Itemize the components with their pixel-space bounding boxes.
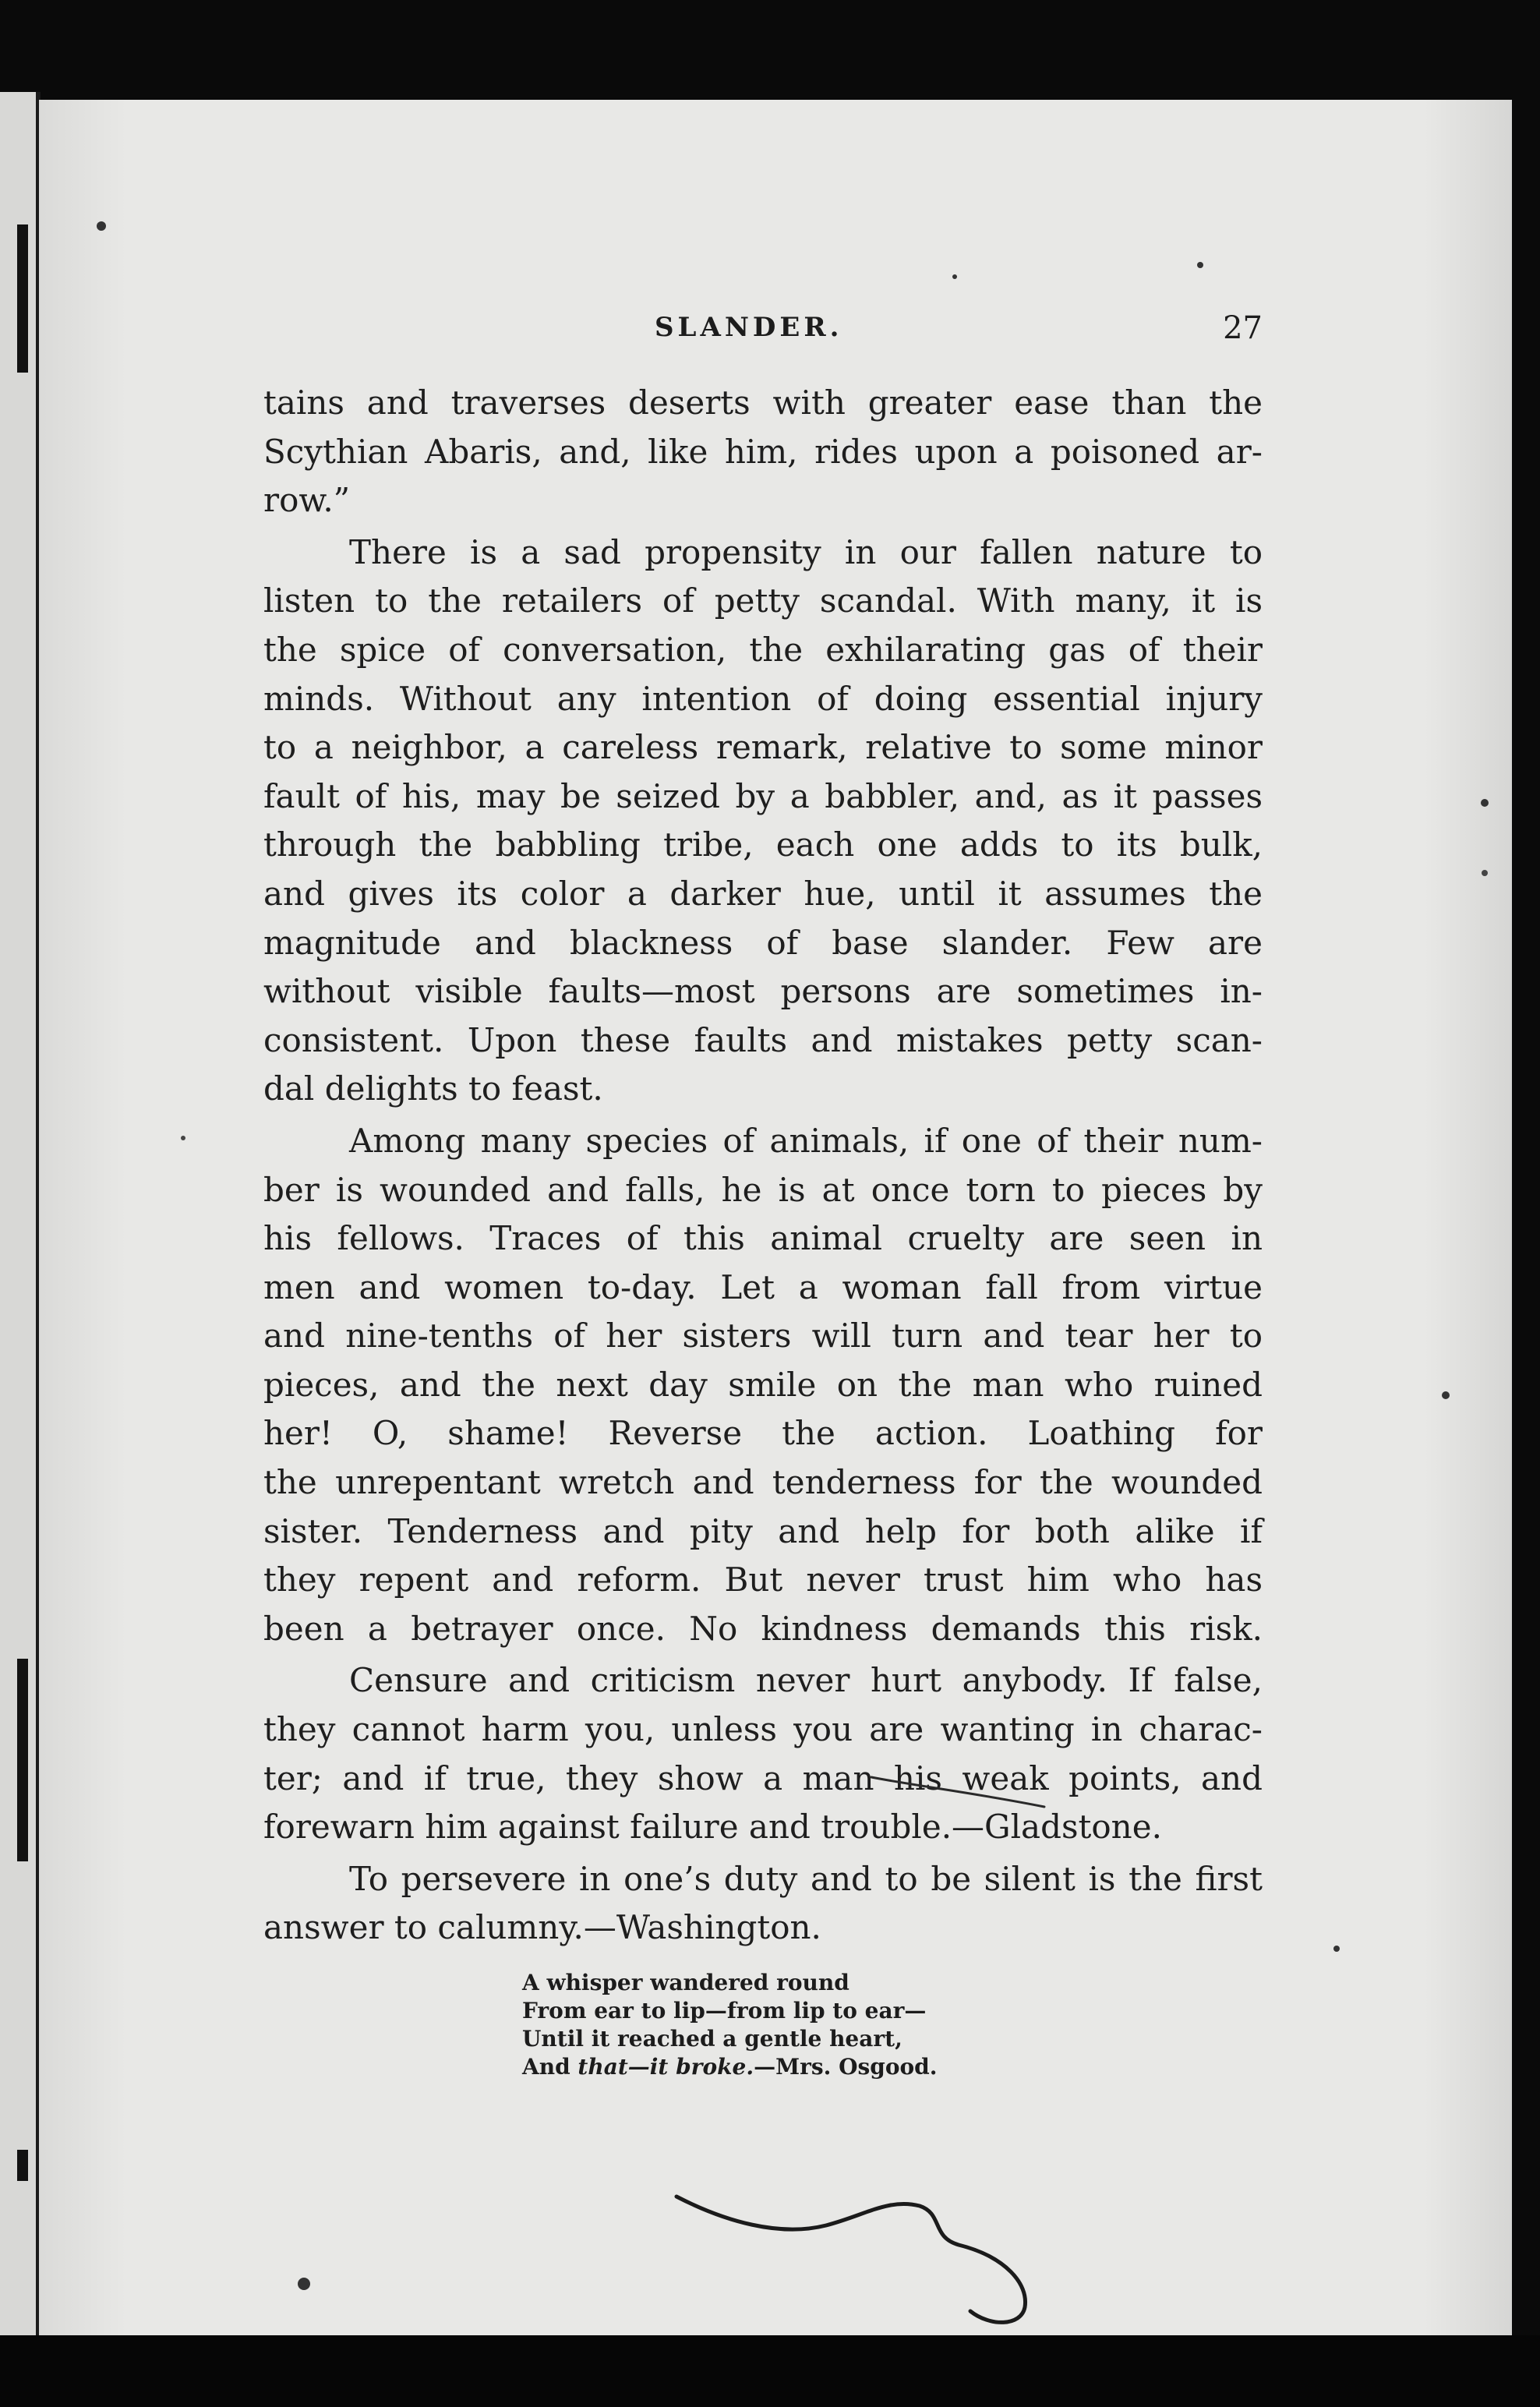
text-line: minds. Without any intention of doing essential injury <box>263 679 1263 718</box>
page-number: 27 <box>1223 310 1263 346</box>
dust-speck <box>952 274 957 279</box>
text-line: forewarn him against failure and trouble.—Gladstone. <box>263 1808 1162 1847</box>
verse-text: And <box>522 2054 578 2080</box>
dust-speck <box>1333 1946 1340 1952</box>
text-line: they cannot harm you, unless you are wanting in charac- <box>263 1710 1263 1749</box>
text-line: been a betrayer once. No kindness demands this risk. <box>263 1609 1263 1648</box>
text-line: row.” <box>263 481 351 520</box>
text-line: pieces, and the next day smile on the man who ruined <box>263 1365 1263 1404</box>
text-line: ter; and if true, they show a man his weak points, and <box>263 1758 1263 1797</box>
running-head: SLANDER. <box>655 312 843 343</box>
text-line: and gives its color a darker hue, until it assumes the <box>263 874 1263 913</box>
verse-line: A whisper wandered round <box>522 1970 849 1995</box>
text-line: and nine-tenths of her sisters will turn and tear her to <box>263 1317 1263 1355</box>
dust-speck <box>298 2278 310 2290</box>
text-line: the spice of conversation, the exhilarating gas of their <box>263 630 1263 669</box>
text-line: through the babbling tribe, each one adds to its bulk, <box>263 825 1263 864</box>
text-line: answer to calumny.—Washington. <box>263 1908 821 1947</box>
verse-line: From ear to lip—from lip to ear— <box>522 1998 927 2024</box>
text-line: consistent. Upon these faults and mistakes petty scan- <box>263 1020 1263 1059</box>
text-line: his fellows. Traces of this animal cruelty are seen in <box>263 1219 1263 1258</box>
text-line: Among many species of animals, if one of their num- <box>349 1121 1263 1160</box>
text-line: to a neighbor, a careless remark, relative to some minor <box>263 728 1263 767</box>
text-line: listen to the retailers of petty scandal. With many, it is <box>263 581 1263 620</box>
text-line: dal delights to feast. <box>263 1069 603 1108</box>
text-line: sister. Tenderness and pity and help for both alike if <box>263 1511 1263 1550</box>
verse-line: Until it reached a gentle heart, <box>522 2026 902 2052</box>
dust-speck <box>1197 262 1203 268</box>
dust-speck <box>1442 1391 1450 1399</box>
text-line: the unrepentant wretch and tenderness for the wounded <box>263 1463 1263 1502</box>
text-line: To persevere in one’s duty and to be silent is the first <box>349 1859 1263 1898</box>
dust-speck <box>181 1136 185 1140</box>
text-line: without visible faults—most persons are sometimes in- <box>263 972 1263 1011</box>
text-line: her! O, shame! Reverse the action. Loathing for <box>263 1414 1263 1453</box>
dust-speck <box>97 221 106 231</box>
pen-underline <box>871 1777 1044 1807</box>
verse-attribution: —Mrs. Osgood. <box>754 2054 938 2080</box>
dust-speck <box>1481 799 1489 807</box>
text-line: magnitude and blackness of base slander. Few are <box>263 923 1263 962</box>
text-line: tains and traverses deserts with greater ease than the <box>263 383 1263 422</box>
text-line: Censure and criticism never hurt anybody. If false, <box>349 1661 1263 1700</box>
dust-speck <box>1482 870 1488 876</box>
verse-emphasis: that—it broke. <box>578 2054 754 2080</box>
pen-scribble <box>676 2197 1026 2322</box>
text-line: fault of his, may be seized by a babbler, and, as it passes <box>263 776 1263 815</box>
text-line: There is a sad propensity in our fallen nature to <box>349 532 1263 571</box>
text-line: Scythian Abaris, and, like him, rides upon a poisoned ar- <box>263 432 1263 471</box>
text-line: men and women to-day. Let a woman fall from virtue <box>263 1267 1263 1306</box>
text-line: ber is wounded and falls, he is at once torn to pieces by <box>263 1170 1263 1209</box>
text-line: they repent and reform. But never trust him who has <box>263 1560 1263 1599</box>
